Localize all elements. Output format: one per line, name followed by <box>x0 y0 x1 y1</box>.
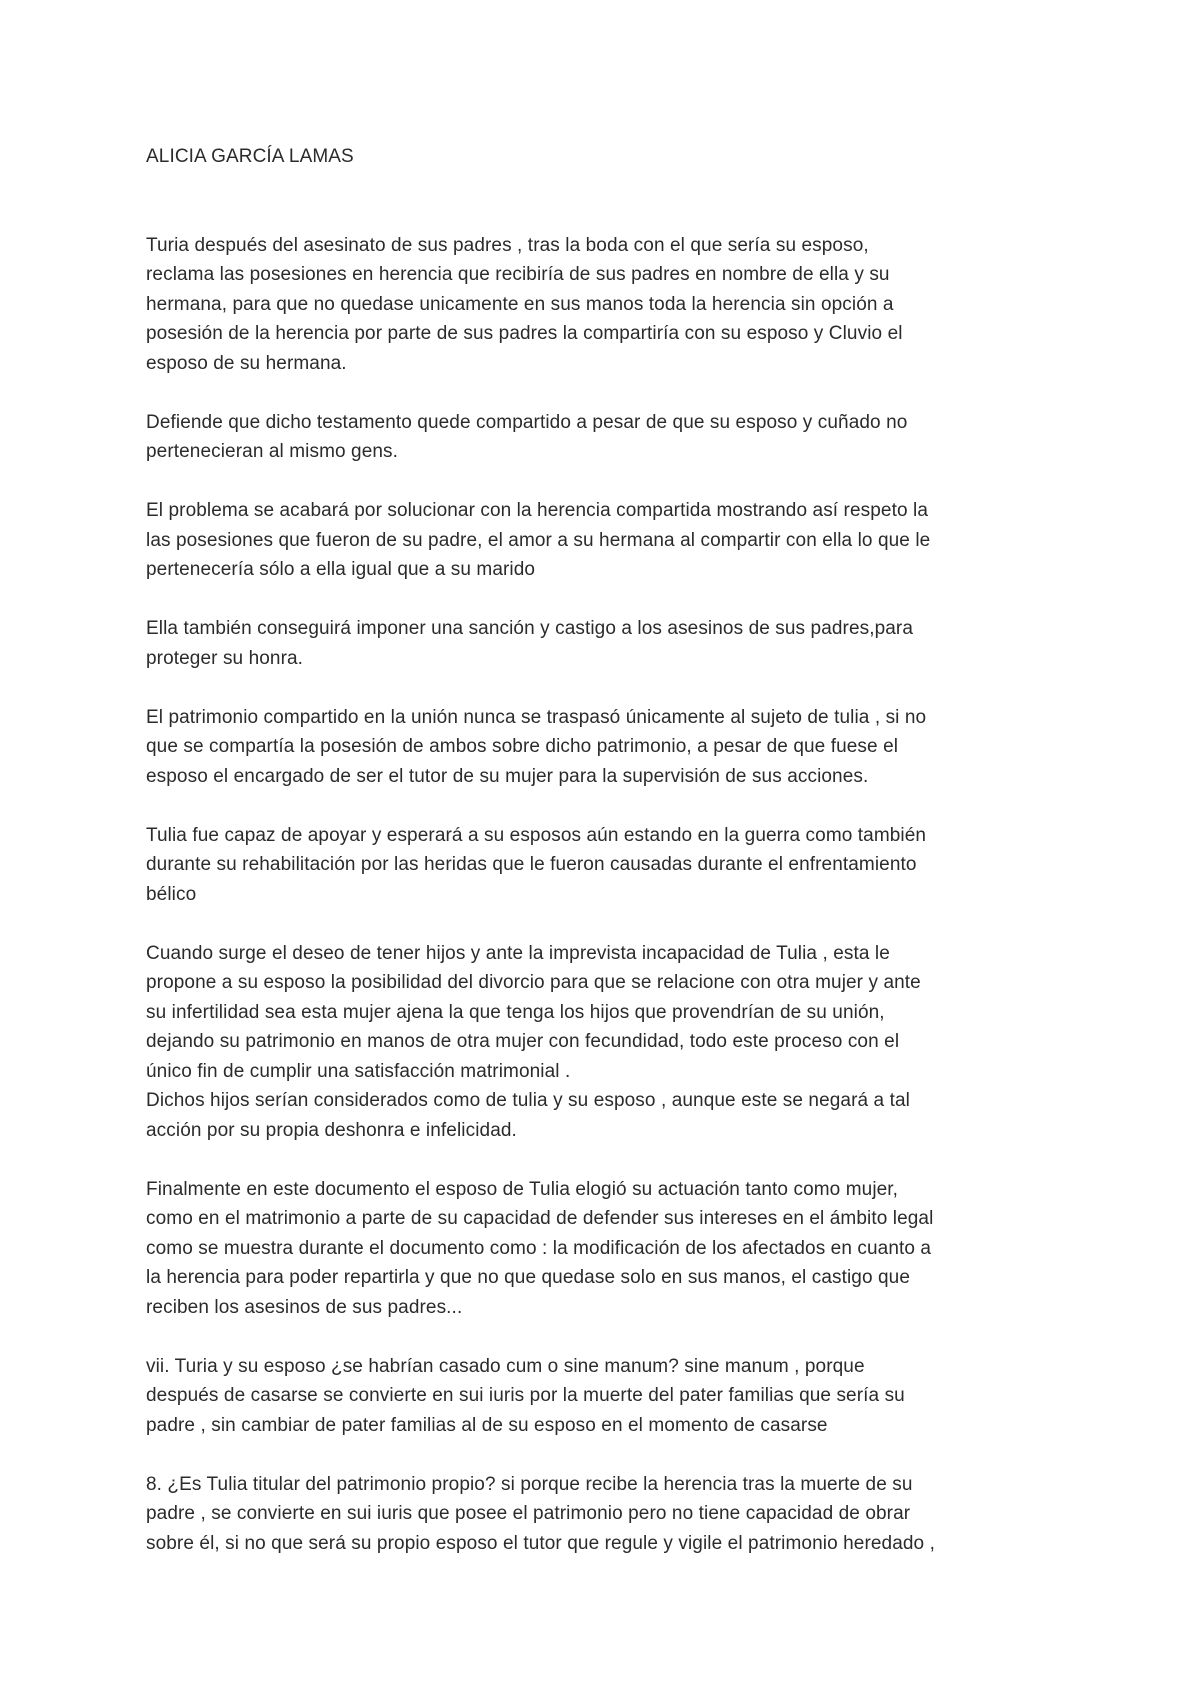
paragraph-children: Dichos hijos serían considerados como de tulia y su esposo , aunque este se negará a tal acción por su propia deshonra e infelicidad. <box>146 1090 910 1141</box>
paragraph-shared-patrimony: El patrimonio compartido en la unión nunca se traspasó únicamente al sujeto de tulia , si no que se compartía la posesión de ambos sobre dicho patrimonio, a pesar de que fuese el esposo el encargado de ser el tutor de su mujer para la supervisión de sus acciones. <box>146 706 927 787</box>
author-name: ALICIA GARCÍA LAMAS <box>146 146 354 167</box>
paragraph-inheritance-claim: Turia después del asesinato de sus padres , tras la boda con el que sería su esposo, reclama las posesiones en herencia que recibiría de sus padres en nombre de ella y su hermana, para que no quedase unicamente en sus manos toda la herencia sin opción a posesión de la herencia por parte de sus padres la compartiría con su esposo y Cluvio el esposo de su hermana. <box>146 234 903 374</box>
paragraph-question-vii: vii. Turia y su esposo ¿se habrían casado cum o sine manum? sine manum , porque después de casarse se convierte en sui iuris por la muerte del pater familias que sería su padre , sin cambiar de pater familias al de su esposo en el momento de casarse <box>146 1355 905 1436</box>
paragraph-question-8: 8. ¿Es Tulia titular del patrimonio propio? si porque recibe la herencia tras la muerte de su padre , se convierte en sui iuris que posee el patrimonio pero no tiene capacidad de obrar sobre él, si no que será su propio esposo el tutor que regule y vigile el patrimonio heredado , <box>146 1473 935 1554</box>
paragraph-sanction: Ella también conseguirá imponer una sanción y castigo a los asesinos de sus padres,para proteger su honra. <box>146 618 914 669</box>
document-body <box>146 142 1076 1588</box>
paragraph-problem-solution: El problema se acabará por solucionar con la herencia compartida mostrando así respeto la las posesiones que fueron de su padre, el amor a su hermana al compartir con ella lo que le pertenecería sólo a ella igual que a su marido <box>146 500 931 580</box>
paragraph-testament-shared: Defiende que dicho testamento quede compartido a pesar de que su esposo y cuñado no pertenecieran al mismo gens. <box>146 411 908 462</box>
paragraph-support-war: Tulia fue capaz de apoyar y esperará a su esposos aún estando en la guerra como también durante su rehabilitación por las heridas que le fueron causadas durante el enfrentamiento bélico <box>146 824 927 905</box>
paragraph-divorce-proposal: Cuando surge el deseo de tener hijos y ante la imprevista incapacidad de Tulia , esta le propone a su esposo la posibilidad del divorcio para que se relacione con otra mujer y ante su infertilidad sea esta mujer ajena la que tenga los hijos que provendrían de su unión, dejando su patrimonio en manos de otra mujer con fecundidad, todo este proceso con el único fin de cumplir una satisfacción matrimonial . <box>146 942 921 1082</box>
paragraph-conclusion: Finalmente en este documento el esposo de Tulia elogió su actuación tanto como mujer, como en el matrimonio a parte de su capacidad de defender sus intereses en el ámbito legal como se muestra durante el documento como : la modificación de los afectados en cuanto a la herencia para poder repartirla y que no que quedase solo en sus manos, el castigo que reciben los asesinos de sus padres... <box>146 1178 934 1318</box>
